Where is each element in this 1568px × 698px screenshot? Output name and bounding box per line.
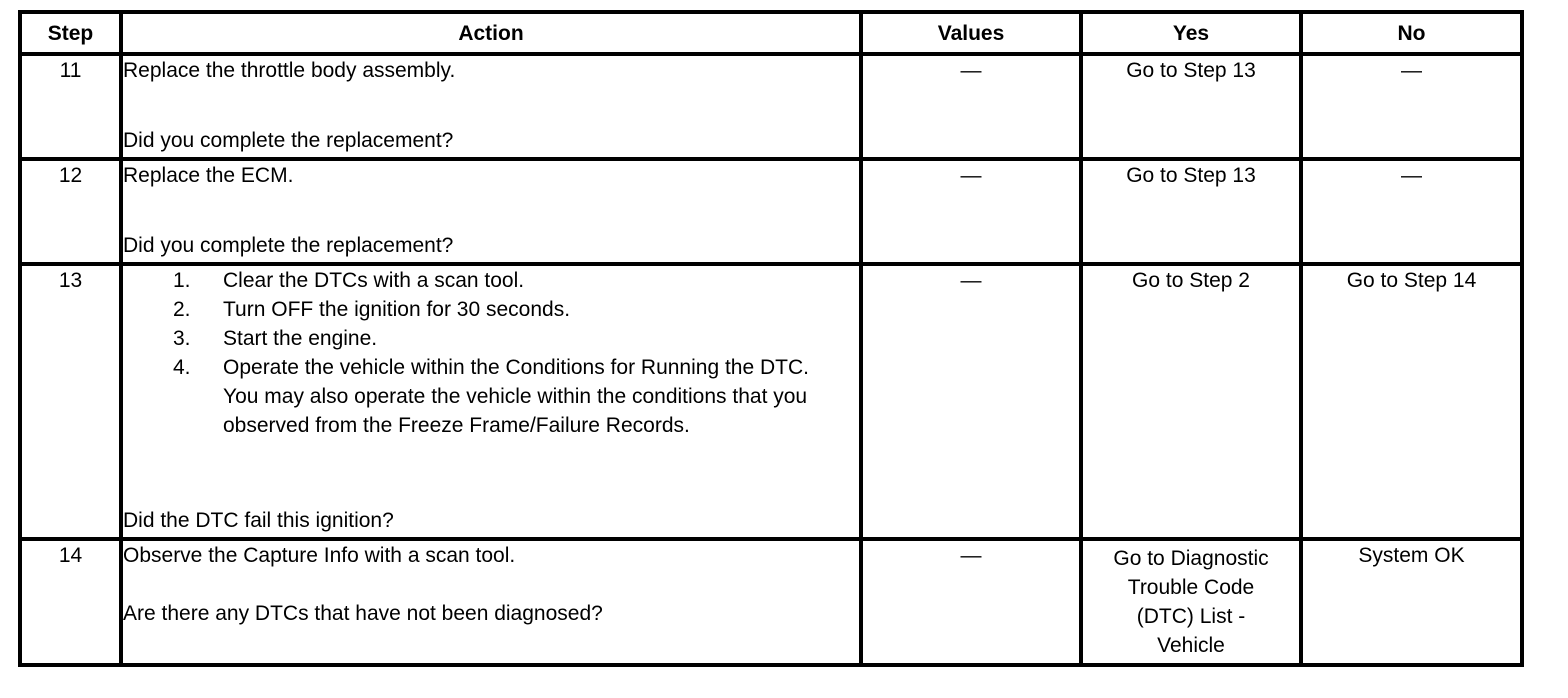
yes-result: Go to Step 2 [1132, 269, 1250, 292]
list-item-text: Start the engine. [223, 327, 378, 350]
table-row-step-12 [20, 159, 1522, 264]
list-item-number: 3. [173, 327, 191, 350]
action-question: Did you complete the replacement? [123, 234, 454, 257]
yes-cell [1081, 54, 1301, 159]
no-result: — [1401, 164, 1422, 187]
list-item-number: 4. [173, 356, 191, 379]
list-item-number: 2. [173, 298, 191, 321]
values-cell: — [861, 54, 1081, 159]
table-row-step-13 [20, 264, 1522, 539]
header-step: Step [20, 12, 121, 54]
yes-cell [1081, 159, 1301, 264]
list-item [173, 266, 859, 295]
no-cell [1301, 264, 1522, 539]
list-item-text: Clear the DTCs with a scan tool. [223, 269, 525, 292]
values-cell: — [861, 539, 1081, 665]
no-cell [1301, 539, 1522, 665]
action-cell [121, 264, 861, 539]
list-item [173, 353, 859, 440]
yes-result: Go to Step 13 [1126, 164, 1256, 187]
header-values: Values [861, 12, 1081, 54]
header-yes: Yes [1081, 12, 1301, 54]
step-number: 11 [20, 54, 121, 159]
no-result: System OK [1358, 544, 1465, 567]
action-instruction: Replace the throttle body assembly. [123, 59, 456, 82]
action-question: Did you complete the replacement? [123, 129, 454, 152]
action-step-list [123, 266, 859, 440]
list-item-text: Operate the vehicle within the Conditions for Running the DTC. You may also operate the vehicle within the conditions that you observed from the Freeze Frame/Failure Records. [223, 356, 809, 437]
no-cell [1301, 54, 1522, 159]
action-instruction: Observe the Capture Info with a scan tool. [123, 544, 516, 567]
list-item-text: Turn OFF the ignition for 30 seconds. [223, 298, 571, 321]
values-cell: — [861, 159, 1081, 264]
action-cell [121, 54, 861, 159]
list-item [173, 324, 859, 353]
action-instruction: Replace the ECM. [123, 164, 294, 187]
list-item [173, 295, 859, 324]
table-row-step-11 [20, 54, 1522, 159]
diagnostic-table [18, 10, 1524, 667]
action-cell [121, 539, 861, 665]
yes-cell [1081, 264, 1301, 539]
step-number: 12 [20, 159, 121, 264]
table-row-step-14 [20, 539, 1522, 665]
no-result: Go to Step 14 [1346, 269, 1477, 292]
step-number: 14 [20, 539, 121, 665]
header-no: No [1301, 12, 1522, 54]
header-row [20, 12, 1522, 54]
action-cell [121, 159, 861, 264]
yes-cell [1081, 539, 1301, 665]
list-item-number: 1. [173, 269, 191, 292]
no-cell [1301, 159, 1522, 264]
action-question: Are there any DTCs that have not been diagnosed? [123, 602, 603, 625]
step-number: 13 [20, 264, 121, 539]
no-result: — [1401, 59, 1422, 82]
values-cell: — [861, 264, 1081, 539]
header-action: Action [121, 12, 861, 54]
action-question: Did the DTC fail this ignition? [123, 509, 394, 532]
yes-result: Go to Diagnostic Trouble Code (DTC) List - Vehicle [1113, 547, 1269, 657]
yes-result: Go to Step 13 [1126, 59, 1256, 82]
